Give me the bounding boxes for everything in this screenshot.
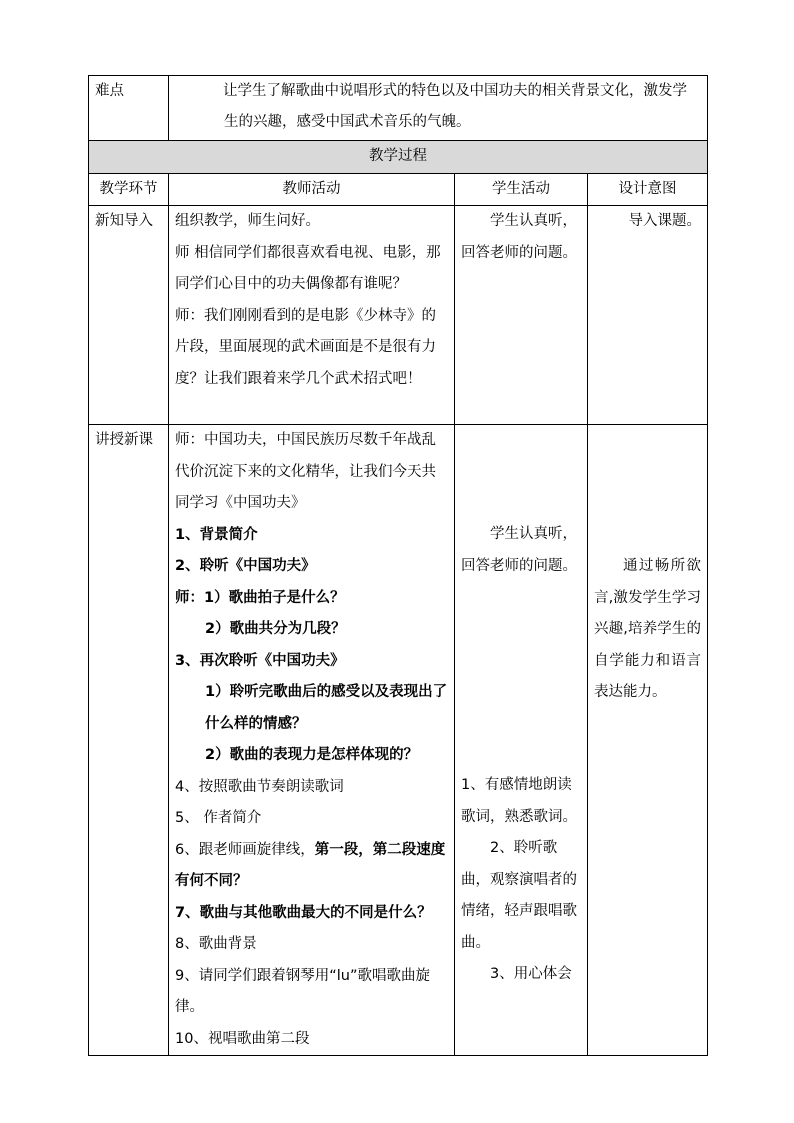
teacher-line: 师：1）歌曲拍子是什么？ xyxy=(175,589,345,606)
process-title: 教学过程 xyxy=(89,141,708,174)
teacher-line: 师：我们刚刚看到的是电影《少林寺》的片段，里面展现的武术画面是不是很有力度？让我们跟着来学几个武术招式吧！ xyxy=(175,307,436,387)
teacher-line: 1、背景简介 xyxy=(175,526,258,543)
teacher-line: 3、再次聆听《中国功夫》 xyxy=(175,652,345,669)
difficulty-row xyxy=(89,76,708,141)
teacher-line: 2、聆听《中国功夫》 xyxy=(175,558,316,574)
difficulty-label: 难点 xyxy=(89,76,169,141)
lesson-plan xyxy=(88,75,707,1056)
teacher-line: 师：中国功夫，中国民族历尽数千年战乱代价沉淀下来的文化精华，让我们今天共同学习《中国功夫》 xyxy=(175,432,436,511)
process-title-row xyxy=(89,141,708,174)
table-row xyxy=(89,206,708,425)
table-row xyxy=(89,425,708,1056)
stage-new: 讲授新课 xyxy=(89,425,169,1056)
header-student: 学生活动 xyxy=(455,173,588,206)
student-line: 2、聆听歌曲，观察演唱者的情绪，轻声跟唱歌曲。 xyxy=(461,840,577,951)
header-stage: 教学环节 xyxy=(89,173,169,206)
student-line: 1、有感情地朗读歌词，熟悉歌词。 xyxy=(461,777,577,825)
intent-new xyxy=(588,425,708,1056)
teacher-line: 1）聆听完歌曲后的感受以及表现出了什么样的情感？ xyxy=(205,684,448,732)
teacher-line: 组织教学，师生问好。 xyxy=(175,213,320,229)
teacher-new xyxy=(169,425,455,1056)
teacher-line: 6、跟老师画旋律线，第一段，第二段速度有何不同？ xyxy=(175,841,446,889)
header-teacher: 教师活动 xyxy=(169,173,455,206)
intent-intro: 导入课题。 xyxy=(588,206,708,425)
teacher-line: 师 相信同学们都很喜欢看电视、电影，那同学们心目中的功夫偶像都有谁呢？ xyxy=(175,244,441,292)
lesson-table xyxy=(88,75,708,1056)
header-intent: 设计意图 xyxy=(588,173,708,206)
teacher-line: 4、按照歌曲节奏朗读歌词 xyxy=(175,778,344,795)
stage-intro: 新知导入 xyxy=(89,206,169,425)
teacher-line: 5、 作者简介 xyxy=(175,810,262,826)
teacher-line: 9、请同学们跟着钢琴用“lu”歌唱歌曲旋律。 xyxy=(175,967,430,1015)
difficulty-text: 让学生了解歌曲中说唱形式的特色以及中国功夫的相关背景文化，激发学生的兴趣，感受中国武术音乐的气魄。 xyxy=(169,76,708,141)
teacher-intro xyxy=(169,206,455,425)
teacher-line: 8、歌曲背景 xyxy=(175,936,257,952)
student-line: 学生认真听，回答老师的问题。 xyxy=(461,526,577,574)
teacher-line: 7、歌曲与其他歌曲最大的不同是什么？ xyxy=(175,904,432,921)
header-row xyxy=(89,173,708,206)
teacher-line: 10、视唱歌曲第二段 xyxy=(175,1030,310,1047)
teacher-line: 2）歌曲的表现力是怎样体现的？ xyxy=(205,747,419,763)
student-new xyxy=(455,425,588,1056)
teacher-line: 2）歌曲共分为几段？ xyxy=(205,621,346,637)
student-intro: 学生认真听，回答老师的问题。 xyxy=(455,206,588,425)
student-line: 3、用心体会 xyxy=(490,966,572,982)
intent-line: 通过畅所欲言,激发学生学习兴趣,培养学生的自学能力和语言表达能力。 xyxy=(594,558,702,700)
